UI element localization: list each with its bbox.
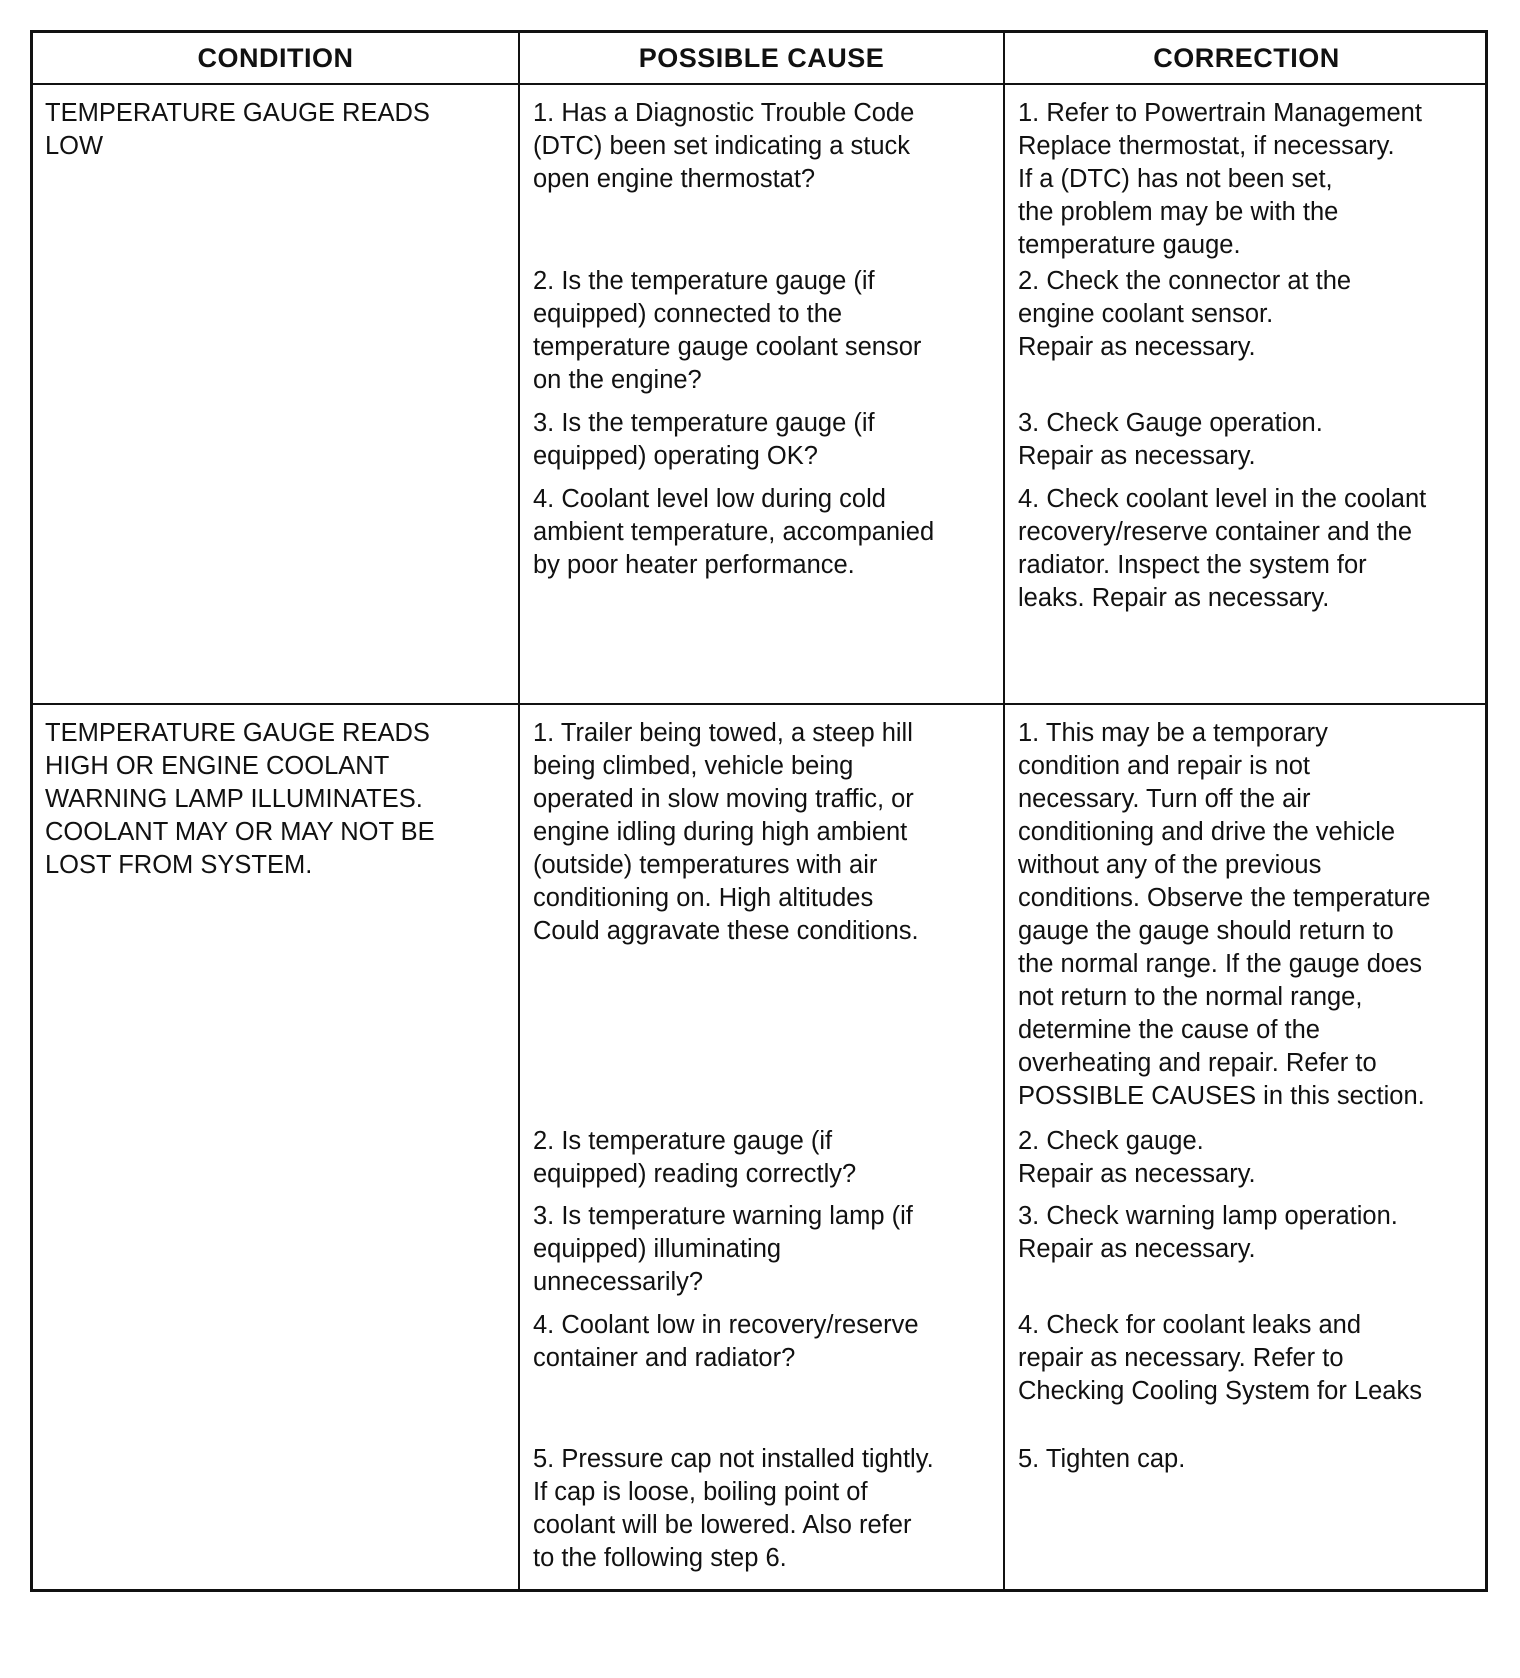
correction-cell: 3. Check Gauge operation. Repair as necessary. bbox=[1018, 409, 1323, 470]
correction-cell: 2. Check gauge. Repair as necessary. bbox=[1018, 1127, 1256, 1188]
header-correction: CORRECTION bbox=[1153, 42, 1340, 73]
section-divider bbox=[33, 703, 1485, 705]
header-possible-cause: POSSIBLE CAUSE bbox=[638, 42, 885, 73]
correction-cell: 2. Check the connector at the engine coolant sensor. Repair as necessary. bbox=[1018, 267, 1352, 361]
header-condition: CONDITION bbox=[197, 42, 354, 73]
cause-cell: 3. Is the temperature gauge (if equipped) operating OK? bbox=[533, 409, 875, 470]
cause-cell: 1. Trailer being towed, a steep hill being climbed, vehicle being operated in slow moving traffic, or engine idling during high ambient (outside) temperatures with air conditioning on. High altitudes Could aggravate these conditions. bbox=[533, 719, 919, 945]
diagnosis-table bbox=[30, 30, 1488, 1592]
condition-cell: TEMPERATURE GAUGE READS LOW bbox=[45, 99, 430, 160]
cause-cell: 4. Coolant low in recovery/reserve container and radiator? bbox=[533, 1311, 919, 1372]
cause-cell: 2. Is the temperature gauge (if equipped) connected to the temperature gauge coolant sensor on the engine? bbox=[533, 267, 922, 394]
cause-cell: 2. Is temperature gauge (if equipped) reading correctly? bbox=[533, 1127, 857, 1188]
correction-cell: 3. Check warning lamp operation. Repair as necessary. bbox=[1018, 1202, 1398, 1263]
correction-cell: 4. Check coolant level in the coolant recovery/reserve container and the radiator. Inspect the system for leaks. Repair as necessary. bbox=[1018, 485, 1427, 612]
correction-cell: 1. Refer to Powertrain Management Replace thermostat, if necessary. If a (DTC) has not been set, the problem may be with the temperature gauge. bbox=[1018, 99, 1422, 259]
column-divider bbox=[518, 33, 520, 1589]
correction-cell: 4. Check for coolant leaks and repair as necessary. Refer to Checking Cooling System for Leaks bbox=[1018, 1311, 1422, 1405]
correction-cell: 1. This may be a temporary condition and repair is not necessary. Turn off the air conditioning and drive the vehicle without any of the previous conditions. Observe the temperature gauge the gauge should return to the normal range. If the gauge does not return to the normal range, determine the cause of the overheating and repair. Refer to POSSIBLE CAUSES in this section. bbox=[1018, 719, 1431, 1110]
condition-cell: TEMPERATURE GAUGE READS HIGH OR ENGINE COOLANT WARNING LAMP ILLUMINATES. COOLANT MAY OR MAY NOT BE LOST FROM SYSTEM. bbox=[45, 719, 435, 879]
correction-cell: 5. Tighten cap. bbox=[1018, 1445, 1186, 1473]
column-divider bbox=[1003, 33, 1005, 1589]
cause-cell: 3. Is temperature warning lamp (if equipped) illuminating unnecessarily? bbox=[533, 1202, 913, 1296]
cause-cell: 4. Coolant level low during cold ambient temperature, accompanied by poor heater performance. bbox=[533, 485, 935, 579]
cause-cell: 5. Pressure cap not installed tightly. If cap is loose, boiling point of coolant will be lowered. Also refer to the following step 6. bbox=[533, 1445, 934, 1572]
header-divider bbox=[33, 83, 1485, 85]
cause-cell: 1. Has a Diagnostic Trouble Code (DTC) been set indicating a stuck open engine thermostat? bbox=[533, 99, 915, 193]
